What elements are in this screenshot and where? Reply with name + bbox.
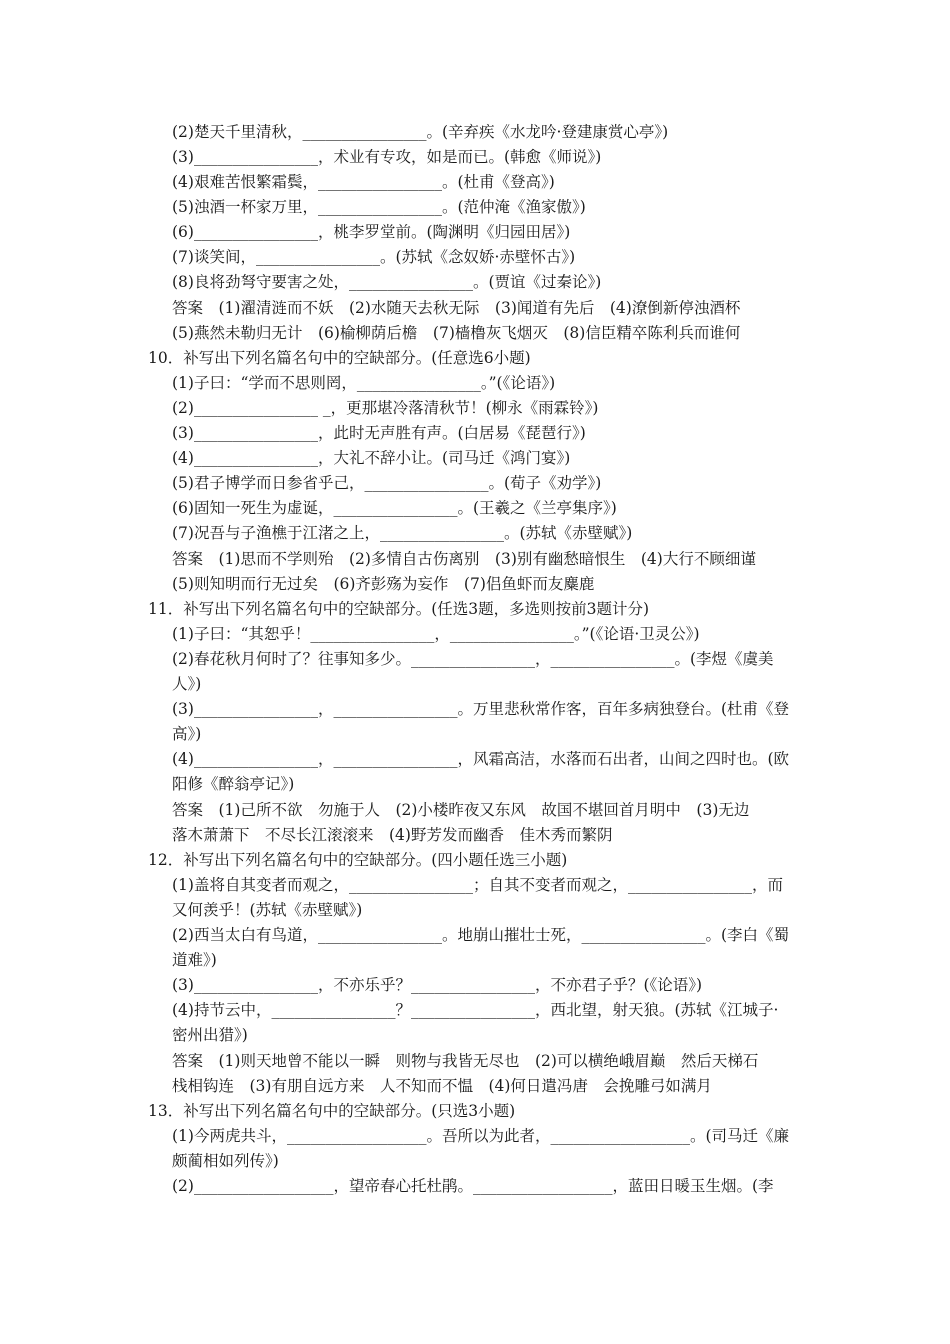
q9-answer-line-2: (5)燕然未勒归无计 (6)榆柳荫后檐 (7)樯橹灰飞烟灭 (8)信臣精卒陈利兵而谁何 — [172, 324, 741, 342]
q11-item-2-cont: 人》) — [172, 675, 202, 693]
q10-answer-line-1: 答案 (1)思而不学则殆 (2)多情自古伤离别 (3)别有幽愁暗恨生 (4)大行不顾细谨 — [172, 550, 756, 568]
q10-item-3: (3)________________，此时无声胜有声。(白居易《琵琶行》) — [172, 424, 586, 442]
q13-item-1-cont: 颇蔺相如列传》) — [172, 1152, 279, 1170]
q11-item-3-cont: 高》) — [172, 725, 202, 743]
q11-item-2: (2)春花秋月何时了？往事知多少。________________，________________。(李煜《虞美 — [172, 650, 774, 668]
q12-item-4-cont: 密州出猎》) — [172, 1026, 248, 1044]
q12-item-1: (1)盖将自其变者而观之，________________；自其不变者而观之，________________，而 — [172, 876, 783, 894]
q13-title: 13．补写出下列名篇名句中的空缺部分。(只选3小题) — [148, 1102, 516, 1120]
q12-answer-line-1: 答案 (1)则天地曾不能以一瞬 则物与我皆无尽也 (2)可以横绝峨眉巅 然后天梯石 — [172, 1052, 759, 1070]
q9-item-2: (2)楚天千里清秋，________________。(辛弃疾《水龙吟·登建康赏心亭》) — [172, 123, 669, 141]
q10-item-6: (6)固知一死生为虚诞，________________。(王羲之《兰亭集序》) — [172, 499, 617, 517]
q9-item-5: (5)浊酒一杯家万里，________________。(范仲淹《渔家傲》) — [172, 198, 586, 216]
q11-answer-line-1: 答案 (1)己所不欲 勿施于人 (2)小楼昨夜又东风 故国不堪回首月明中 (3)无边 — [172, 801, 750, 819]
q10-item-2: (2)________________ _，更那堪冷落清秋节！(柳永《雨霖铃》) — [172, 399, 599, 417]
q9-item-4: (4)艰难苦恨繁霜鬓，________________。(杜甫《登高》) — [172, 173, 555, 191]
q10-item-4: (4)________________，大礼不辞小让。(司马迁《鸿门宴》) — [172, 449, 571, 467]
q11-item-4: (4)________________，________________，风霜高洁，水落而石出者，山间之四时也。(欧 — [172, 750, 790, 768]
q9-item-3: (3)________________，术业有专攻，如是而已。(韩愈《师说》) — [172, 148, 602, 166]
q12-item-3: (3)________________，不亦乐乎？________________，不亦君子乎？(《论语》) — [172, 976, 703, 994]
q13-item-1: (1)今两虎共斗，__________________。吾所以为此者，__________________。(司马迁《廉 — [172, 1127, 790, 1145]
q10-title: 10．补写出下列名篇名句中的空缺部分。(任意选6小题) — [148, 349, 531, 367]
q12-item-2: (2)西当太白有鸟道，________________。地崩山摧壮士死，________________。(李白《蜀 — [172, 926, 790, 944]
q12-answer-line-2: 栈相钩连 (3)有朋自远方来 人不知而不愠 (4)何日遣冯唐 会挽雕弓如满月 — [172, 1077, 712, 1095]
q12-item-2-cont: 道难》) — [172, 951, 217, 969]
q9-item-8: (8)良将劲弩守要害之处，________________。(贾谊《过秦论》) — [172, 273, 602, 291]
q10-item-1: (1)子曰：“学而不思则罔，________________。”(《论语》) — [172, 374, 556, 392]
q13-item-2: (2)__________________，望帝春心托杜鹃。__________________，蓝田日暖玉生烟。(李 — [172, 1177, 774, 1195]
q9-item-7: (7)谈笑间，________________。(苏轼《念奴娇·赤壁怀古》) — [172, 248, 576, 266]
q12-item-4: (4)持节云中，________________？________________，西北望，射天狼。(苏轼《江城子· — [172, 1001, 779, 1019]
q11-item-1: (1)子曰：“其恕乎！________________，________________。”(《论语·卫灵公》) — [172, 625, 700, 643]
q11-title: 11．补写出下列名篇名句中的空缺部分。(任选3题，多选则按前3题计分) — [148, 600, 650, 618]
q11-item-3: (3)________________，________________。万里悲秋常作客，百年多病独登台。(杜甫《登 — [172, 700, 790, 718]
q10-item-7: (7)况吾与子渔樵于江渚之上，________________。(苏轼《赤壁赋》) — [172, 524, 633, 542]
q12-title: 12．补写出下列名篇名句中的空缺部分。(四小题任选三小题) — [148, 851, 568, 869]
q10-answer-line-2: (5)则知明而行无过矣 (6)齐彭殇为妄作 (7)侣鱼虾而友麋鹿 — [172, 575, 595, 593]
q10-item-5: (5)君子博学而日参省乎己，________________。(荀子《劝学》) — [172, 474, 602, 492]
q11-item-4-cont: 阳修《醉翁亭记》) — [172, 775, 295, 793]
q11-answer-line-2: 落木萧萧下 不尽长江滚滚来 (4)野芳发而幽香 佳木秀而繁阴 — [172, 826, 613, 844]
q9-answer-line-1: 答案 (1)濯清涟而不妖 (2)水随天去秋无际 (3)闻道有先后 (4)潦倒新停浊酒杯 — [172, 299, 741, 317]
q9-item-6: (6)________________，桃李罗堂前。(陶渊明《归园田居》) — [172, 223, 571, 241]
q12-item-1-cont: 又何羡乎！(苏轼《赤壁赋》) — [172, 901, 363, 919]
